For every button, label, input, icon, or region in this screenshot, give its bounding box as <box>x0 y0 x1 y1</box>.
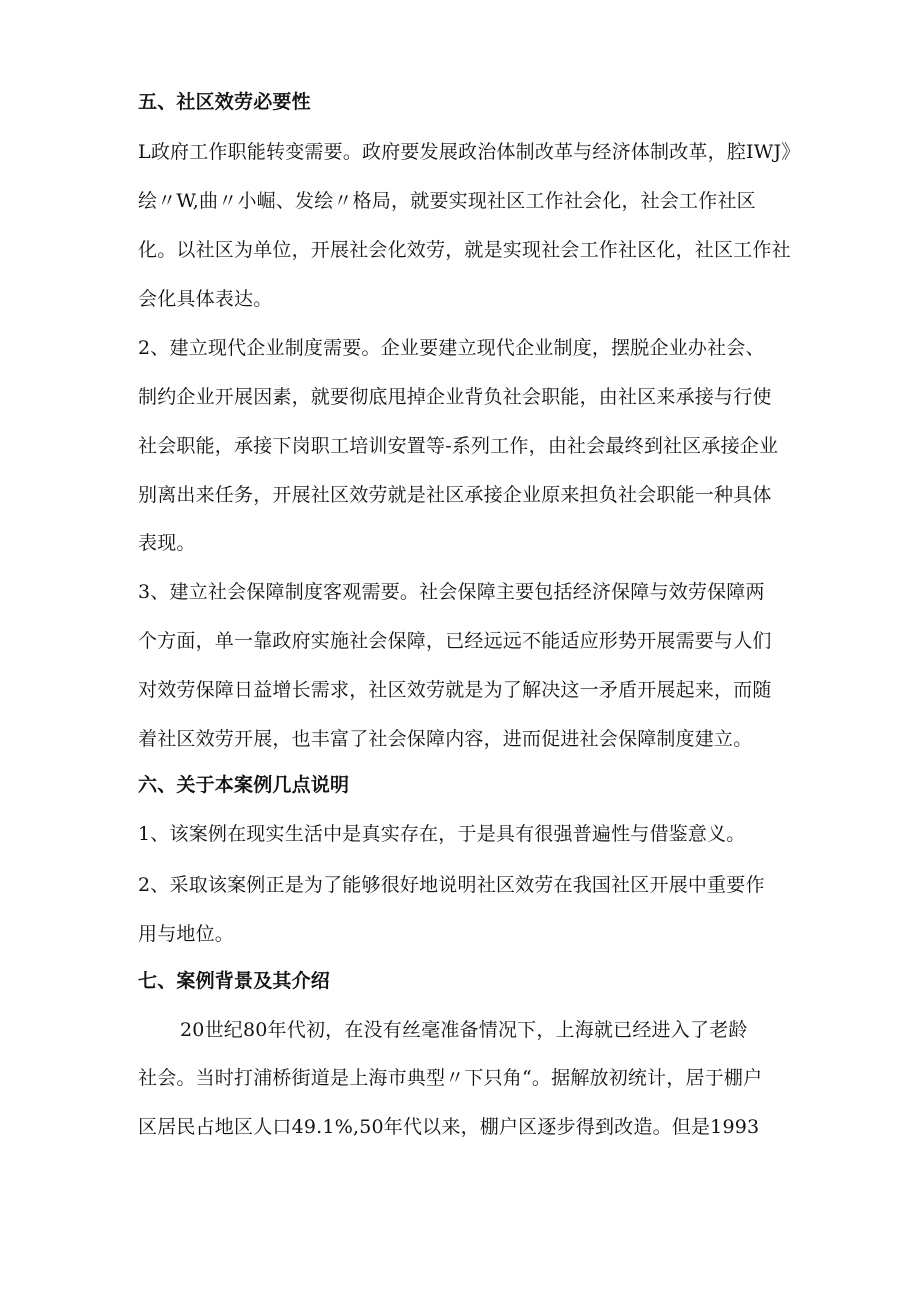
paragraph-line: 2、建立现代企业制度需要。企业要建立现代企业制度，摆脱企业办社会、 <box>138 337 765 359</box>
paragraph-line: 绘〃W,曲〃小崛、发绘〃格局，就要实现社区工作社会化，社会工作社区 <box>138 190 756 212</box>
paragraph-line: 1、该案例在现实生活中是真实存在，于是具有很强普遍性与借鉴意义。 <box>138 823 746 845</box>
paragraph-line: 表现。 <box>138 532 196 554</box>
paragraph-line: 对效劳保障日益增长需求，社区效劳就是为了解决这一矛盾开展起来，而随 <box>138 679 772 701</box>
paragraph-line: 化。以社区为单位，开展社会化效劳，就是实现社会工作社区化，社区工作社 <box>138 239 791 261</box>
paragraph-line: 社会职能，承接下岗职工培训安置等-系列工作，由社会最终到社区承接企业 <box>138 435 779 457</box>
paragraph-line: 制约企业开展因素，就要彻底甩掉企业背负社会职能，由社区来承接与行使 <box>138 386 772 408</box>
section-heading-6: 六、关于本案例几点说明 <box>138 774 350 796</box>
paragraph-line: 个方面，单一靠政府实施社会保障，已经远远不能适应形势开展需要与人们 <box>138 630 772 652</box>
paragraph-line: 用与地位。 <box>138 923 235 945</box>
paragraph-line: 3、建立社会保障制度客观需要。社会保障主要包括经济保障与效劳保障两 <box>138 581 765 603</box>
paragraph-line: 别离出来任务，开展社区效劳就是社区承接企业原来担负社会职能一种具体 <box>138 484 772 506</box>
paragraph-line: 社会。当时打浦桥街道是上海市典型〃下只角“。据解放初统计，居于棚户 <box>138 1067 763 1089</box>
paragraph-line: 会化具体表达。 <box>138 288 273 310</box>
paragraph-line: 区居民占地区人口49.1%,50年代以来，棚户区逐步得到改造。但是1993 <box>138 1116 760 1138</box>
paragraph-line: 20世纪80年代初，在没有丝毫准备情况下，上海就已经进入了老龄 <box>180 1019 748 1041</box>
paragraph-line: 着社区效劳开展，也丰富了社会保障内容，进而促进社会保障制度建立。 <box>138 728 753 750</box>
section-heading-7: 七、案例背景及其介绍 <box>138 970 331 992</box>
paragraph-line: 2、采取该案例正是为了能够很好地说明社区效劳在我国社区开展中重要作 <box>138 874 765 896</box>
paragraph-line: L政府工作职能转变需要。政府要发展政治体制改革与经济体制改革，腔IWJ》 <box>138 141 801 163</box>
section-heading-5: 五、社区效劳必要性 <box>138 91 311 113</box>
